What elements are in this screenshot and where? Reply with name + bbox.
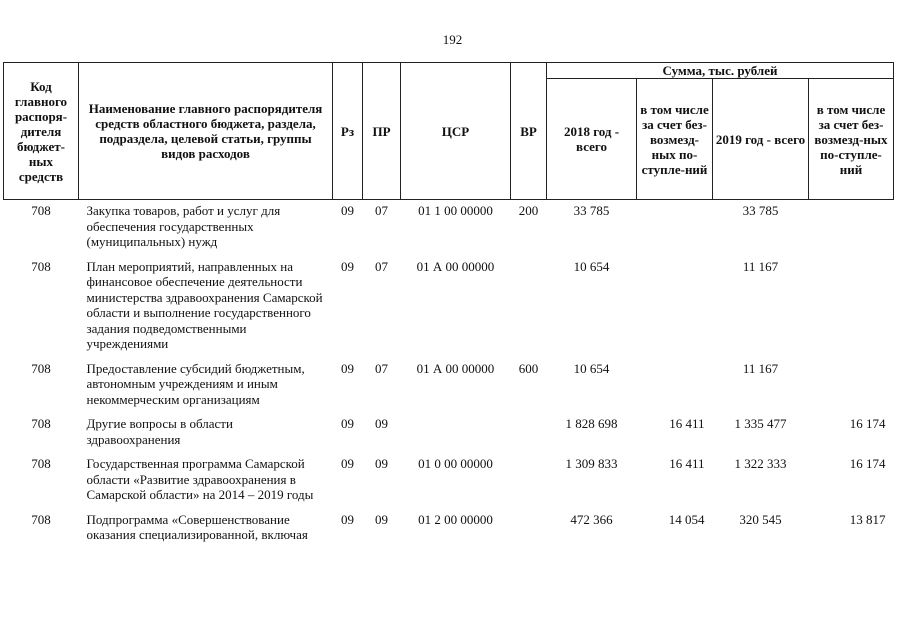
cell-2018-free: [637, 200, 713, 256]
cell-rz: 09: [341, 203, 354, 218]
header-row-1: [4, 63, 894, 79]
cell-2018-free: 14 054: [668, 511, 705, 527]
cell-pr: 07: [375, 203, 388, 218]
cell-2018-free: 16 411: [669, 416, 705, 431]
cell-vr: 600: [518, 360, 539, 376]
cell-name: Подпрограмма «Совершенствование оказания специализированной, включая: [86, 511, 308, 542]
cell-code: 708: [31, 456, 51, 471]
cell-rz: 09: [341, 511, 354, 527]
cell-2018-free: [637, 358, 713, 414]
table-row: [4, 509, 894, 549]
cell-2018-total: 1 309 833: [565, 456, 618, 471]
header-code: Код главного распоря-дителя бюджет-ных средств: [4, 63, 79, 200]
cell-name: Предоставление субсидий бюджетным, автономным учреждениям и иным некоммерческим организациям: [86, 360, 305, 407]
cell-rz: 09: [341, 456, 354, 471]
table-row: [4, 256, 894, 358]
cell-csr: 01 А 00 00000: [416, 258, 495, 274]
page-number: 192: [442, 32, 463, 47]
cell-csr: [401, 413, 511, 453]
cell-vr: [511, 453, 547, 509]
header-sum: Сумма, тыс. рублей: [547, 63, 894, 79]
cell-rz: 09: [341, 258, 354, 274]
cell-vr: [511, 256, 547, 358]
cell-code: 708: [31, 360, 51, 376]
cell-rz: 09: [341, 416, 354, 431]
cell-2018-total: 472 366: [570, 511, 613, 527]
cell-2019-free: [809, 200, 894, 256]
cell-name: Закупка товаров, работ и услуг для обеспечения государственных (муниципальных) нужд: [86, 203, 281, 249]
header-2019-total: 2019 год - всего: [713, 79, 809, 200]
cell-name: План мероприятий, направленных на финансовое обеспечение деятельности министерства здравоохранения Самарской области и выполнение государственного задания подведомственными учреждениями: [86, 258, 323, 351]
header-csr: ЦСР: [401, 63, 511, 200]
cell-2019-total: 1 322 333: [734, 456, 787, 471]
cell-2018-total: 10 654: [573, 360, 610, 376]
cell-pr: 09: [375, 511, 388, 527]
cell-2019-free: 16 174: [849, 416, 886, 431]
cell-2019-free: [809, 358, 894, 414]
cell-2019-total: 33 785: [742, 203, 779, 218]
cell-csr: 01 0 00 00000: [418, 456, 493, 471]
header-name: Наименование главного распорядителя средств областного бюджета, раздела, подраздела, целевой статьи, группы видов расходов: [79, 63, 333, 200]
cell-2018-total: 1 828 698: [565, 416, 618, 431]
header-pr: ПР: [363, 63, 401, 200]
cell-csr: 01 А 00 00000: [416, 360, 495, 376]
cell-2019-free: [809, 256, 894, 358]
header-vr: ВР: [511, 63, 547, 200]
header-2018-free: в том числе за счет без-возмезд-ных по-ступле-ний: [637, 79, 713, 200]
cell-code: 708: [31, 511, 51, 527]
cell-2019-total: 1 335 477: [734, 416, 787, 431]
cell-rz: 09: [341, 360, 354, 376]
header-2018-total: 2018 год - всего: [547, 79, 637, 200]
cell-name: Другие вопросы в области здравоохранения: [86, 416, 233, 447]
table-row: [4, 413, 894, 453]
cell-2019-free: 13 817: [849, 511, 886, 527]
cell-name: Государственная программа Самарской области «Развитие здравоохранения в Самарской области» на 2014 – 2019 годы: [86, 456, 314, 502]
cell-2018-free: [637, 256, 713, 358]
cell-vr: 200: [518, 203, 539, 218]
budget-table: [3, 62, 894, 549]
cell-pr: 09: [375, 456, 388, 471]
cell-pr: 07: [375, 360, 388, 376]
header-rz: Рз: [333, 63, 363, 200]
cell-2019-total: 11 167: [742, 258, 779, 274]
cell-vr: [511, 509, 547, 549]
cell-2019-free: 16 174: [849, 456, 886, 471]
table-row: [4, 453, 894, 509]
table-row: [4, 358, 894, 414]
cell-2018-free: 16 411: [669, 456, 705, 471]
cell-2018-total: 10 654: [573, 258, 610, 274]
cell-vr: [511, 413, 547, 453]
cell-code: 708: [31, 203, 51, 218]
cell-pr: 09: [375, 416, 388, 431]
cell-2019-total: 320 545: [739, 511, 782, 527]
cell-csr: 01 1 00 00000: [418, 203, 493, 218]
cell-code: 708: [31, 416, 51, 431]
cell-csr: 01 2 00 00000: [418, 511, 493, 527]
cell-2018-total: 33 785: [573, 203, 610, 218]
header-2019-free: в том числе за счет без-возмезд-ных по-ступле-ний: [809, 79, 894, 200]
cell-pr: 07: [375, 258, 388, 274]
cell-2019-total: 11 167: [742, 360, 779, 376]
cell-code: 708: [31, 258, 51, 274]
table-row: [4, 200, 894, 256]
